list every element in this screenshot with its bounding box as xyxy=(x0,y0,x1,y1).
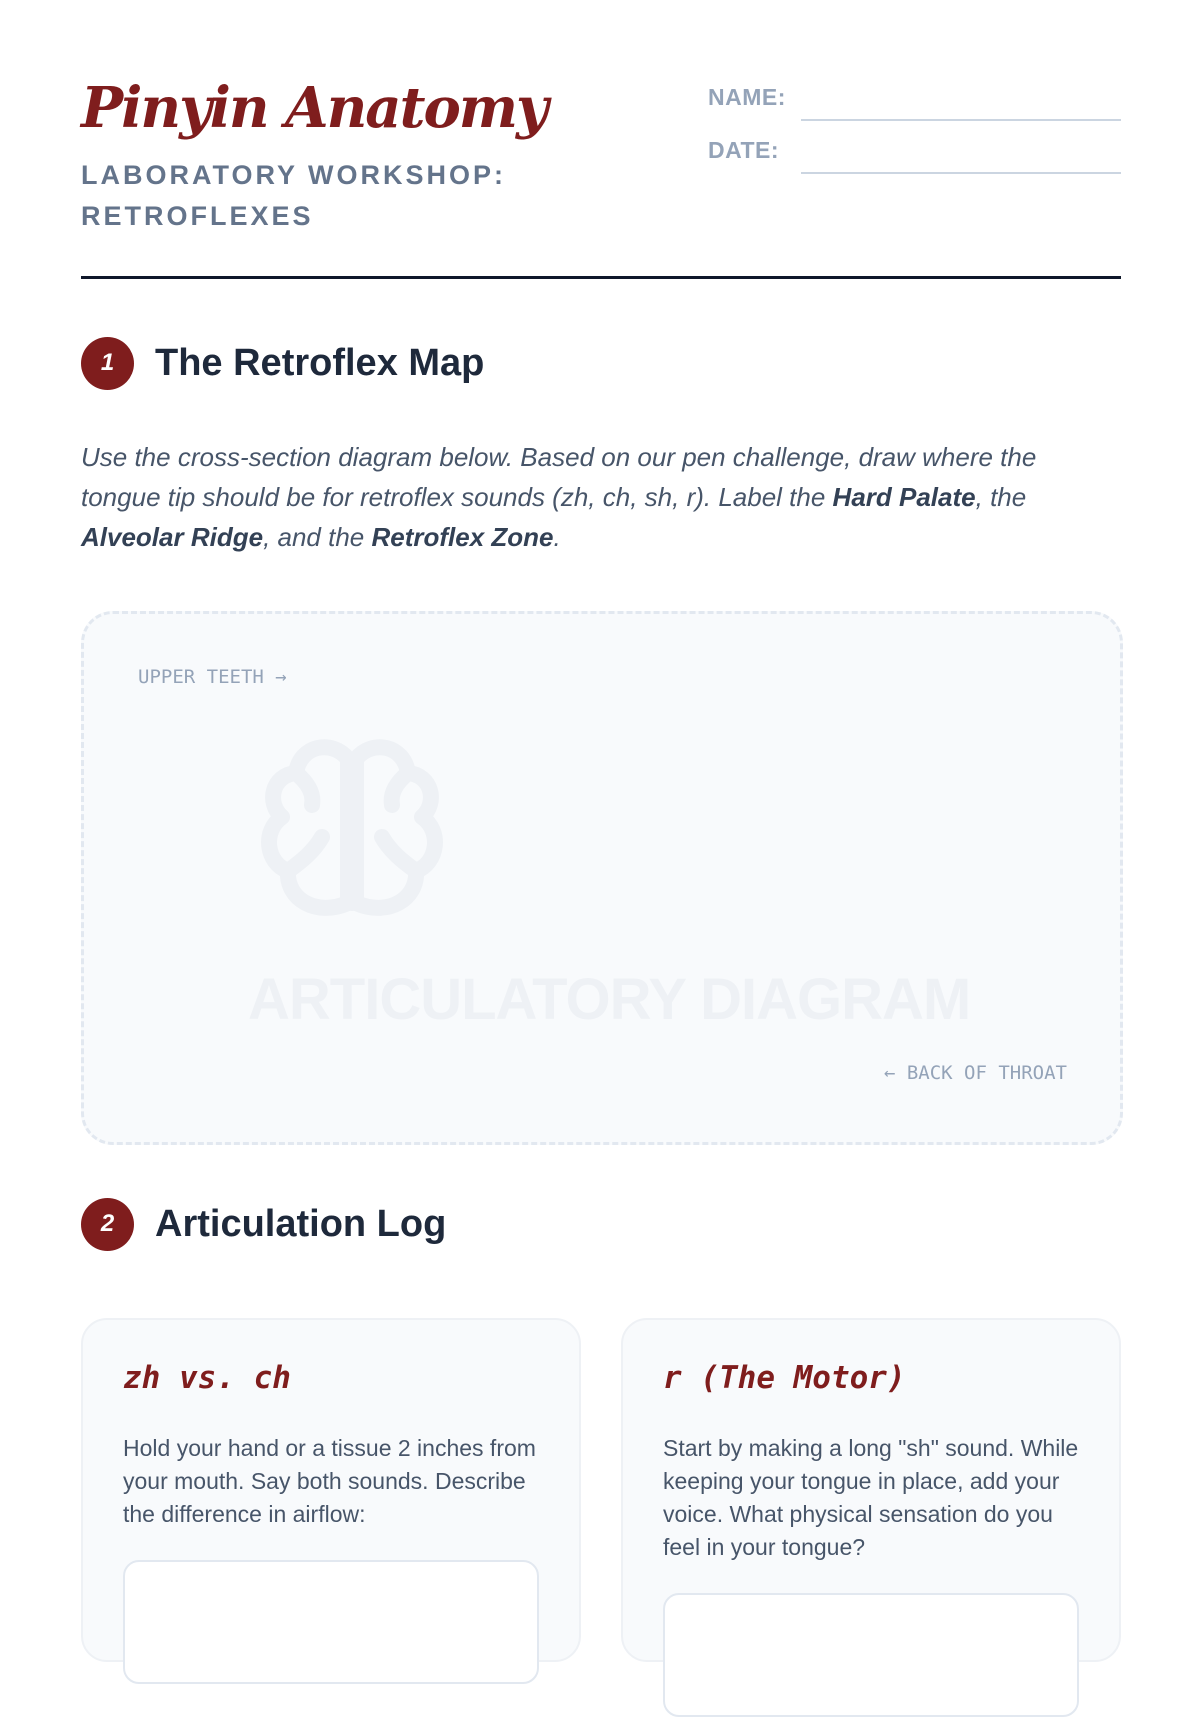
section-1-instructions xyxy=(81,437,1121,557)
date-field xyxy=(708,137,1121,190)
name-field xyxy=(708,84,1121,137)
diagram-watermark: ARTICULATORY DIAGRAM xyxy=(248,967,971,1032)
section-2-heading xyxy=(81,1197,446,1251)
section-1-heading xyxy=(81,336,484,390)
name-line[interactable] xyxy=(801,119,1121,121)
worksheet-page xyxy=(81,0,1121,1560)
retroflex-zone-term: Retroflex Zone xyxy=(371,522,554,552)
section-1-number: 1 xyxy=(81,337,134,390)
card-instructions: Hold your hand or a tissue 2 inches from your mouth. Say both sounds. Describe the difference in airflow: xyxy=(123,1435,536,1527)
card-title: zh vs. ch xyxy=(123,1360,291,1396)
answer-box[interactable] xyxy=(123,1560,539,1684)
alveolar-ridge-term: Alveolar Ridge xyxy=(81,522,264,552)
section-2-title: Articulation Log xyxy=(155,1202,447,1245)
instructions-text: Use the cross-section diagram below. Based on our pen challenge, draw where the tongue tip should be for retroflex sounds (zh, ch, sh, r). Label the xyxy=(81,442,1037,512)
date-line[interactable] xyxy=(801,172,1121,174)
card-instructions: Start by making a long "sh" sound. While keeping your tongue in place, add your voice. What physical sensation do you feel in your tongue? xyxy=(663,1435,1079,1560)
worksheet-title: Pinyin Anatomy xyxy=(81,75,547,141)
card-r-motor xyxy=(621,1318,1121,1662)
section-1-title: The Retroflex Map xyxy=(155,341,485,384)
student-info xyxy=(708,84,1121,190)
answer-box[interactable] xyxy=(663,1593,1079,1717)
card-zh-ch xyxy=(81,1318,581,1662)
name-label: NAME: xyxy=(708,84,786,110)
card-title: r (The Motor) xyxy=(663,1360,906,1396)
back-of-throat-label: ← BACK OF THROAT xyxy=(883,1062,1067,1084)
upper-teeth-label: UPPER TEETH → xyxy=(138,666,287,688)
instructions-text: . xyxy=(553,522,561,552)
worksheet-subtitle: LABORATORY WORKSHOP: RETROFLEXES xyxy=(81,160,507,231)
worksheet-header xyxy=(81,0,1121,279)
date-label: DATE: xyxy=(708,137,780,163)
diagram-drawing-area[interactable] xyxy=(81,611,1123,1145)
hard-palate-term: Hard Palate xyxy=(832,482,976,512)
section-2-number: 2 xyxy=(81,1198,134,1251)
brain-icon xyxy=(252,731,452,931)
instructions-text: , and the xyxy=(263,522,372,552)
instructions-text: , the xyxy=(975,482,1027,512)
